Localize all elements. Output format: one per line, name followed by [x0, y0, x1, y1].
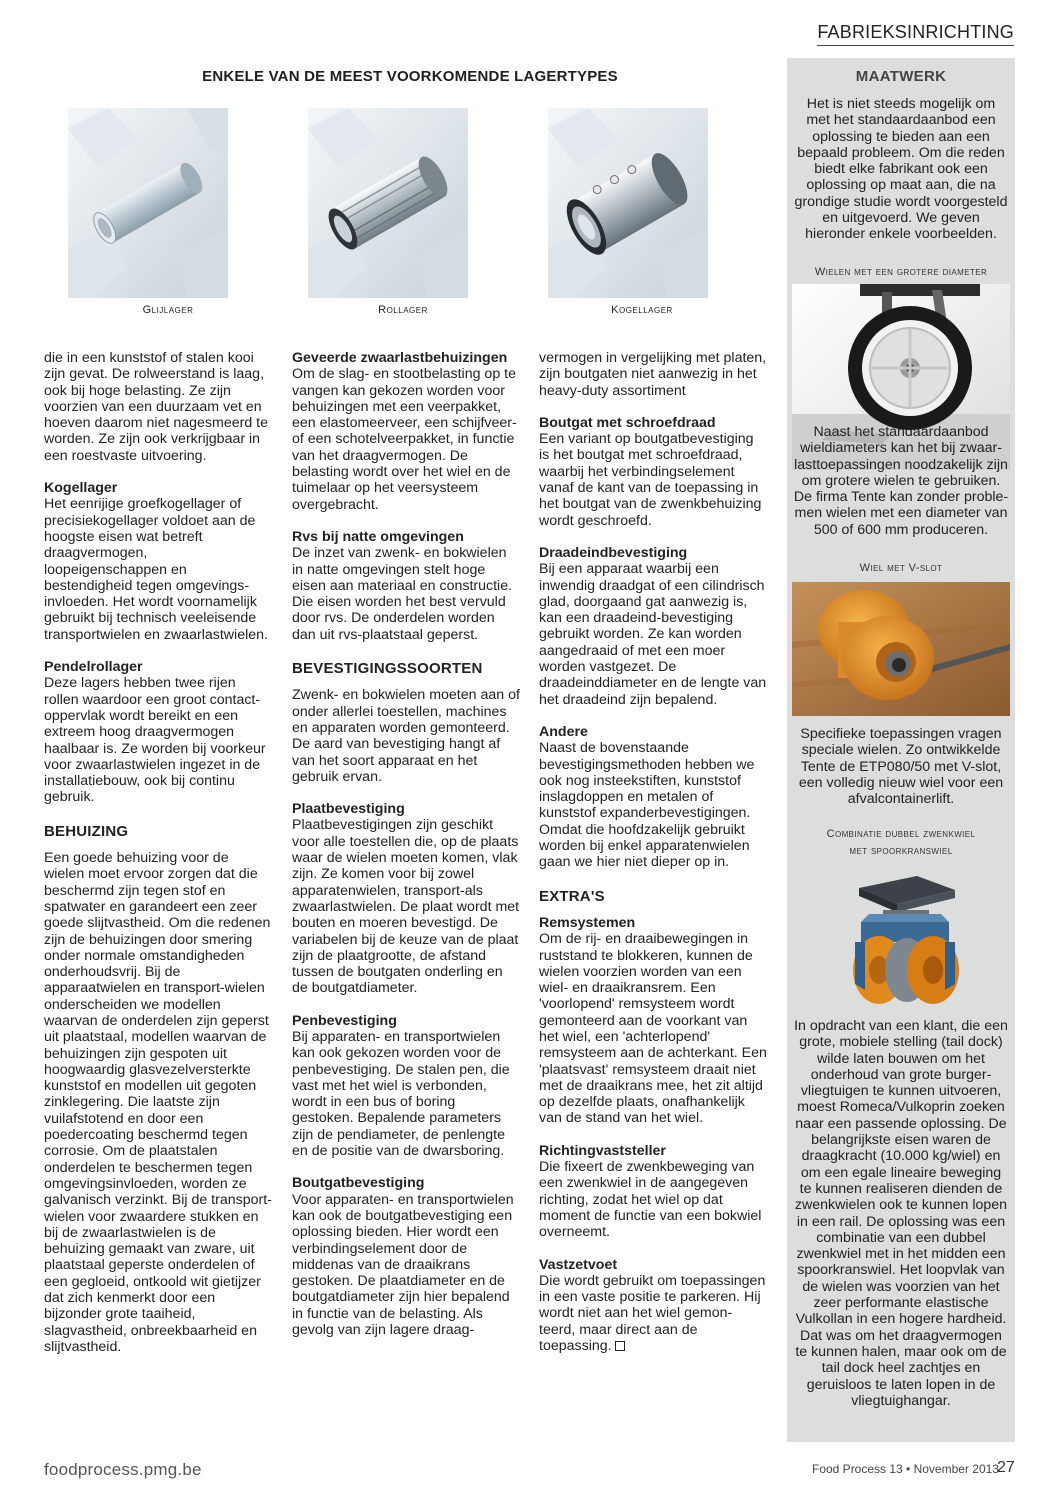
paragraph: Om de rij- en draaibewegingen in ruststand te blokkeren, kunnen de wielen voorzien worden van een wiel- en draaikransrem. Een 'voorlopend' remsysteem wordt gemonteerd aan de voorkant van het wiel, een 'achterlopend' remsysteem aan de achterkant. Een 'plaatsvast' remsysteem draait niet met de draaikrans mee, het zit altijd op dezelfde plaats, onafhankelijk van de stand van het wiel. [539, 931, 767, 1127]
paragraph: Deze lagers hebben twee rijen rollen waardoor een groot contact-oppervlak wordt bereikt en een extreem hoog draagvermogen haalbaar is. Ze worden bij voorkeur voor zwaarlastwielen ingezet in de installatiebouw, ook bij continu gebruik. [44, 675, 266, 806]
roller-bearing-image [308, 108, 468, 298]
subheading: Penbevestiging [292, 1012, 397, 1029]
paragraph: De inzet van zwenk- en bokwielen in natte omgevingen stelt hoge eisen aan materiaal en constructie. Die eisen worden het best vervuld door rvs. De onderdelen worden dan uit rvs-plaatstaal geperst. [292, 545, 513, 643]
paragraph-text: Die wordt gebruikt om toepassingen in een vaste positie te parkeren. Hij wordt niet aan het wiel gemon-teerd, maar direct aan de toepassing. [539, 1272, 766, 1355]
text-column-3 [539, 350, 767, 1354]
sidebar-title: MAATWERK [855, 68, 947, 85]
subheading: Richtingvaststeller [539, 1142, 666, 1159]
section-heading: EXTRA'S [539, 887, 605, 905]
paragraph: Om de slag- en stootbelasting op te vangen kan gekozen worden voor behuizingen met een veerpakket, een elastomeerveer, een schijfveer-of een schotelveerpakket, in functie van het draagvermogen. De belasting wordt over het wiel en de tuimelaar op het veersysteem overgebracht. [292, 366, 517, 513]
caption-line: Combinatie dubbel zwenkwiel [826, 828, 976, 840]
paragraph: Bij apparaten- en transportwielen kan ook gekozen worden voor de penbevestiging. De stalen pen, die vast met het wiel is verbonden, wordt in een bus of boring gestoken. Bepalende parameters zijn de pendiameter, de penlengte en de positie van de dwarsboring. [292, 1028, 510, 1160]
paragraph: Een goede behuizing voor de wielen moet ervoor zorgen dat die beschermd zijn tegen stof en spatwater en garandeert een zeer goede slijtvastheid. Om die redenen zijn de behuizingen door smering onder normale omstandigheden onderhoudsvrij. Bij de apparaatwielen en transport-wielen onderscheiden we modellen waarvan de onderdelen zijn geperst uit plaatstaal, modellen waarvan de behuizingen zijn gespoten uit hoogwaardig glasvezelversterkte kunststof en modellen uit gegoten zinklegering. Die laatste zijn vuilafstotend en door een poedercoating beschermd tegen corrosie. Om de plaatstalen onderdelen te beschermen tegen omgevingsinvloeden, worden ze galvanisch verzinkt. Bij de transport-wielen voor zwaardere stukken en bij de zwaarlastwielen is de behuizing gemaakt van zware, uit plaatstaal geperste onderdelen of een gegloeid, ontkoold wit gietijzer dat zich kenmerkt door een bijzonder grote taaiheid, slagvastheid, onbreekbaarheid en slijtvastheid. [44, 850, 272, 1355]
subheading: Remsystemen [539, 914, 636, 931]
paragraph: Het eenrijige groefkogellager of precisiekogellager voldoet aan de hoogste eisen wat betreft draagvermogen, loopeigenschappen en bestendigheid tegen omgevings-invloeden. Het wordt voornamelijk gebruikt bij technisch veeleisende transportwielen en zwaarlastwielen. [44, 496, 268, 643]
ball-bearing-image [548, 108, 708, 298]
section-heading: BEVESTIGINGSSOORTEN [292, 660, 483, 678]
caption-plain-bearing: Glijlager [142, 304, 194, 316]
section-heading: BEHUIZING [44, 822, 129, 840]
caption-ball-bearing: Kogellager [611, 304, 673, 316]
subheading: Kogellager [44, 480, 118, 497]
subheading: Vastzetvoet [539, 1256, 618, 1273]
caption-large-wheel: Wielen met een grotere diameter [814, 266, 988, 278]
subheading: Rvs bij natte omgevingen [292, 528, 464, 545]
text-column-2 [292, 350, 520, 1338]
v-slot-wheel-photo [792, 582, 1010, 716]
paragraph: Voor apparaten- en transportwielen kan ook de boutgatbevestiging een oplossing bieden. Hier wordt een verbindingselement door de middenas van de draaikrans gestoken. De plaatdiameter en de boutgatdiameter zijn hier bepalend in functie van de belasting. Als gevolg van zijn lagere draag- [292, 1191, 514, 1339]
sidebar-intro: Het is niet steeds mogelijk om met het standaardaanbod een oplossing te bieden aan een bepaald probleem. Om die reden biedt elke fabrikant ook een oplossing op maat aan, die na grondige studie wordt voorgesteld en uitgevoerd. We geven hieronder enkele voorbeelden. [794, 96, 1008, 243]
caption-line: met spoorkranswiel [849, 845, 953, 857]
sidebar-text-v-slot: Specifieke toepassingen vragen speciale wielen. Zo ontwikkelde Tente de ETP080/50 met V-slot, een volledig nieuw wiel voor een afvalcontainerlift. [798, 726, 1004, 808]
end-mark-icon [615, 1341, 625, 1351]
paragraph: Zwenk- en bokwielen moeten aan of onder allerlei toestellen, machines en apparaten worden gemonteerd. De aard van bevestiging hangt af van het soort apparaat en het gebruik ervan. [292, 687, 520, 785]
subheading: Boutgat met schroefdraad [539, 414, 716, 431]
subheading: Boutgatbevestiging [292, 1175, 425, 1192]
caption-v-slot-wheel: Wiel met V-slot [859, 562, 943, 574]
sidebar-text-large-wheel: Naast het standaardaanbod wieldiameters kan het bij zwaar-lasttoepassingen noodzakelijk zijn om grotere wielen te gebruiken. De firma Tente kan zonder proble-men wielen met een diameter van 500 of 600 mm produceren. [793, 424, 1009, 538]
sidebar-text-dual-caster: In opdracht van een klant, die een grote, mobiele stelling (tail dock) wilde laten bouwen om het onderhoud van grote burger-vliegtuigen te kunnen uitvoeren, moest Romeca/Vulkoprin zoeken naar een passende oplossing. De belangrijkste eisen waren de draagkracht (10.000 kg/wiel) en om een egale lineaire beweging te kunnen realiseren dienden de zwenkwielen ook te kunnen lopen in een rail. De oplossing was een combinatie van een dubbel zwenkwiel met in het midden een spoorkranswiel. Het loopvlak van de wielen was voorzien van het zeer performante elastische Vulkollan in een hogere hardheid. Dat was om het draagvermogen te kunnen halen, maar ook om de tail dock heel zachtjes en geruisloos te laten lopen in de vliegtuighangar. [794, 1018, 1008, 1409]
paragraph: Bij een apparaat waarbij een inwendig draadgat of een cilindrisch glad, doorgaand gat aanwezig is, kan een draadeind-bevestiging gebruikt worden. Ze kan worden aangedraaid of met een moer worden vastgezet. De draadeinddiameter en de lengte van het draadeind zijn bepalend. [539, 561, 767, 708]
figure-heading: ENKELE VAN DE MEEST VOORKOMENDE LAGERTYPES [202, 68, 618, 85]
paragraph: Naast de bovenstaande bevestigingsmethoden hebben we ook nog insteekstiften, kunststof inslagdoppen en metalen of kunststof expanderbevestigingen. Omdat die hoofdzakelijk gebruikt worden bij enkel apparatenwielen gaan we hier niet dieper op in. [539, 740, 755, 871]
page-number: 27 [997, 1459, 1015, 1476]
caption-roller-bearing: Rollager [378, 304, 428, 316]
section-label: FABRIEKSINRICHTING [817, 22, 1014, 46]
subheading: Plaatbevestiging [292, 801, 405, 818]
subheading: Geveerde zwaarlastbehuizingen [292, 350, 508, 366]
paragraph [539, 1273, 767, 1354]
text-column-1 [44, 350, 272, 1355]
paragraph: die in een kunststof of stalen kooi zijn gevat. De rolweerstand is laag, ook bij hoge belasting. Ze zijn voorzien van een duurzaam vet en hoeven daarom niet nagesmeerd te worden. Ze zijn ook verkrijgbaar in een roestvaste uitvoering. [44, 350, 268, 464]
footer-issue: Food Process 13 • November 2013 [812, 1462, 999, 1476]
paragraph: Plaatbevestigingen zijn geschikt voor alle toestellen die, op de plaats waar de wielen moeten komen, vlak zijn. Ze komen voor bij zowel apparatenwielen, transport-als zwaarlastwielen. De plaat wordt met bouten en moeren bevestigd. De variabelen bij de keuze van de plaat zijn de plaatgrootte, de afstand tussen de boutgaten onderling en de boutgatdiameter. [292, 817, 520, 997]
paragraph: vermogen in vergelijking met platen, zijn boutgaten niet aanwezig in het heavy-duty assortiment [539, 350, 767, 399]
subheading: Andere [539, 723, 588, 740]
footer-website: foodprocess.pmg.be [44, 1460, 202, 1479]
subheading: Draadeindbevestiging [539, 544, 688, 561]
maatwerk-sidebar [787, 58, 1015, 1442]
caption-dual-caster [791, 826, 1011, 860]
dual-caster-image [837, 870, 967, 1010]
subheading: Pendelrollager [44, 659, 143, 676]
paragraph: Een variant op boutgatbevestiging is het boutgat met schroefdraad, waarbij het verbindingselement vanaf de kant van de toepassing in het boutgat van de zwenkbehuizing wordt geschroefd. [539, 431, 762, 529]
paragraph: Die fixeert de zwenkbeweging van een zwenkwiel in de aangegeven richting, zodat het wiel op dat moment de functie van een bokwiel overneemt. [539, 1159, 762, 1241]
plain-bearing-image [68, 108, 228, 298]
